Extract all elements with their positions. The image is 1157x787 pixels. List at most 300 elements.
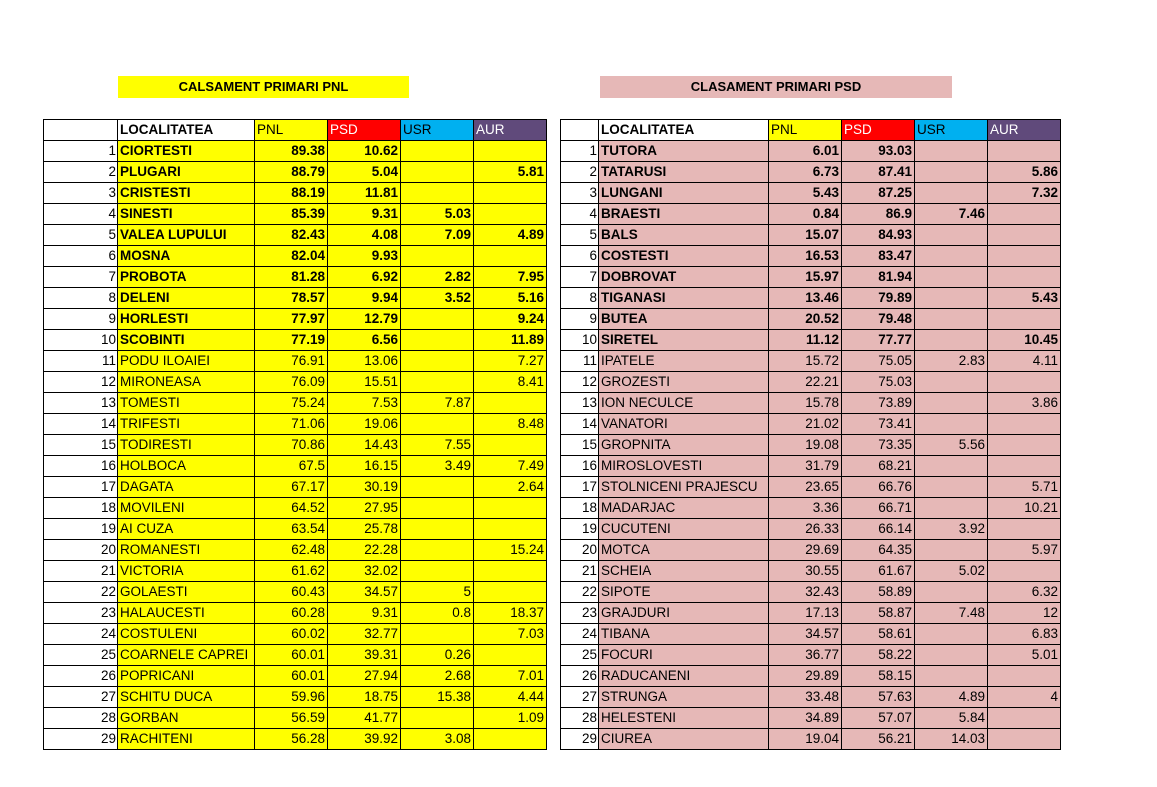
psd-cell: 14.43 bbox=[328, 435, 401, 456]
aur-cell bbox=[988, 435, 1061, 456]
psd-cell: 57.63 bbox=[842, 687, 915, 708]
pnl-cell: 85.39 bbox=[255, 204, 328, 225]
usr-cell bbox=[401, 561, 474, 582]
localitate-cell: ROMANESTI bbox=[118, 540, 255, 561]
aur-cell: 11.89 bbox=[474, 330, 547, 351]
localitate-cell: MOVILENI bbox=[118, 498, 255, 519]
pnl-cell: 22.21 bbox=[769, 372, 842, 393]
aur-cell bbox=[474, 519, 547, 540]
usr-cell bbox=[401, 162, 474, 183]
psd-cell: 61.67 bbox=[842, 561, 915, 582]
pnl-cell: 17.13 bbox=[769, 603, 842, 624]
table-row bbox=[561, 729, 1061, 750]
aur-cell: 7.27 bbox=[474, 351, 547, 372]
psd-cell: 22.28 bbox=[328, 540, 401, 561]
table-row bbox=[561, 708, 1061, 729]
table-row bbox=[561, 183, 1061, 204]
table-row bbox=[561, 435, 1061, 456]
localitate-cell: GROZESTI bbox=[599, 372, 769, 393]
localitate-cell: HALAUCESTI bbox=[118, 603, 255, 624]
aur-cell: 10.21 bbox=[988, 498, 1061, 519]
psd-cell: 19.06 bbox=[328, 414, 401, 435]
table-row bbox=[44, 372, 547, 393]
pnl-cell: 67.17 bbox=[255, 477, 328, 498]
psd-cell: 93.03 bbox=[842, 141, 915, 162]
rank-cell: 9 bbox=[561, 309, 599, 330]
rank-cell: 28 bbox=[561, 708, 599, 729]
usr-cell: 2.83 bbox=[915, 351, 988, 372]
psd-cell: 25.78 bbox=[328, 519, 401, 540]
rank-cell: 21 bbox=[561, 561, 599, 582]
psd-cell: 58.89 bbox=[842, 582, 915, 603]
aur-cell bbox=[474, 204, 547, 225]
usr-cell bbox=[915, 393, 988, 414]
usr-cell bbox=[401, 708, 474, 729]
aur-cell bbox=[474, 393, 547, 414]
localitate-cell: ION NECULCE bbox=[599, 393, 769, 414]
table-row bbox=[44, 498, 547, 519]
rank-cell: 14 bbox=[44, 414, 118, 435]
localitate-cell: HORLESTI bbox=[118, 309, 255, 330]
pnl-cell: 61.62 bbox=[255, 561, 328, 582]
localitate-cell: SCOBINTI bbox=[118, 330, 255, 351]
pnl-cell: 31.79 bbox=[769, 456, 842, 477]
header-aur: AUR bbox=[474, 120, 547, 141]
rank-cell: 20 bbox=[44, 540, 118, 561]
psd-cell: 13.06 bbox=[328, 351, 401, 372]
pnl-cell: 36.77 bbox=[769, 645, 842, 666]
pnl-cell: 15.72 bbox=[769, 351, 842, 372]
rank-cell: 19 bbox=[561, 519, 599, 540]
localitate-cell: GROPNITA bbox=[599, 435, 769, 456]
rank-cell: 24 bbox=[44, 624, 118, 645]
aur-cell: 3.86 bbox=[988, 393, 1061, 414]
psd-cell: 5.04 bbox=[328, 162, 401, 183]
rank-cell: 26 bbox=[44, 666, 118, 687]
localitate-cell: SIPOTE bbox=[599, 582, 769, 603]
aur-cell bbox=[988, 225, 1061, 246]
localitate-cell: GORBAN bbox=[118, 708, 255, 729]
usr-cell bbox=[401, 498, 474, 519]
header-rank bbox=[561, 120, 599, 141]
localitate-cell: CIUREA bbox=[599, 729, 769, 750]
pnl-cell: 82.43 bbox=[255, 225, 328, 246]
aur-cell: 7.01 bbox=[474, 666, 547, 687]
psd-cell: 30.19 bbox=[328, 477, 401, 498]
pnl-cell: 62.48 bbox=[255, 540, 328, 561]
psd-cell: 73.35 bbox=[842, 435, 915, 456]
localitate-cell: CIORTESTI bbox=[118, 141, 255, 162]
psd-cell: 83.47 bbox=[842, 246, 915, 267]
aur-cell: 5.81 bbox=[474, 162, 547, 183]
pnl-cell: 82.04 bbox=[255, 246, 328, 267]
psd-cell: 75.05 bbox=[842, 351, 915, 372]
usr-cell bbox=[401, 624, 474, 645]
localitate-cell: TATARUSI bbox=[599, 162, 769, 183]
aur-cell: 8.48 bbox=[474, 414, 547, 435]
usr-cell bbox=[401, 477, 474, 498]
usr-cell bbox=[915, 645, 988, 666]
rank-cell: 10 bbox=[561, 330, 599, 351]
rank-cell: 25 bbox=[561, 645, 599, 666]
header-pnl: PNL bbox=[255, 120, 328, 141]
psd-cell: 9.94 bbox=[328, 288, 401, 309]
pnl-cell: 88.79 bbox=[255, 162, 328, 183]
localitate-cell: LUNGANI bbox=[599, 183, 769, 204]
pnl-cell: 0.84 bbox=[769, 204, 842, 225]
table-row bbox=[44, 456, 547, 477]
table-row bbox=[561, 498, 1061, 519]
psd-table-body bbox=[561, 141, 1061, 750]
table-row bbox=[44, 351, 547, 372]
psd-cell: 27.95 bbox=[328, 498, 401, 519]
pnl-cell: 19.04 bbox=[769, 729, 842, 750]
usr-cell: 5.03 bbox=[401, 204, 474, 225]
table-row bbox=[44, 330, 547, 351]
usr-cell bbox=[401, 246, 474, 267]
rank-cell: 3 bbox=[44, 183, 118, 204]
pnl-cell: 34.89 bbox=[769, 708, 842, 729]
usr-cell: 5 bbox=[401, 582, 474, 603]
rank-cell: 21 bbox=[44, 561, 118, 582]
usr-cell bbox=[401, 330, 474, 351]
table-row bbox=[44, 603, 547, 624]
localitate-cell: CUCUTENI bbox=[599, 519, 769, 540]
rank-cell: 18 bbox=[44, 498, 118, 519]
aur-cell bbox=[988, 309, 1061, 330]
pnl-cell: 59.96 bbox=[255, 687, 328, 708]
usr-cell: 5.84 bbox=[915, 708, 988, 729]
rank-cell: 18 bbox=[561, 498, 599, 519]
rank-cell: 12 bbox=[561, 372, 599, 393]
usr-cell bbox=[915, 330, 988, 351]
localitate-cell: AI CUZA bbox=[118, 519, 255, 540]
pnl-cell: 89.38 bbox=[255, 141, 328, 162]
psd-cell: 66.71 bbox=[842, 498, 915, 519]
table-row bbox=[44, 288, 547, 309]
pnl-cell: 67.5 bbox=[255, 456, 328, 477]
usr-cell: 0.26 bbox=[401, 645, 474, 666]
psd-cell: 84.93 bbox=[842, 225, 915, 246]
usr-cell: 7.87 bbox=[401, 393, 474, 414]
psd-cell: 6.56 bbox=[328, 330, 401, 351]
rank-cell: 29 bbox=[44, 729, 118, 750]
aur-cell bbox=[474, 582, 547, 603]
rank-cell: 22 bbox=[561, 582, 599, 603]
rank-cell: 24 bbox=[561, 624, 599, 645]
psd-cell: 9.31 bbox=[328, 603, 401, 624]
usr-cell: 3.92 bbox=[915, 519, 988, 540]
table-row bbox=[561, 540, 1061, 561]
rank-cell: 20 bbox=[561, 540, 599, 561]
table-row bbox=[561, 330, 1061, 351]
pnl-cell: 6.73 bbox=[769, 162, 842, 183]
psd-cell: 18.75 bbox=[328, 687, 401, 708]
rank-cell: 27 bbox=[44, 687, 118, 708]
usr-cell bbox=[401, 309, 474, 330]
rank-cell: 17 bbox=[44, 477, 118, 498]
rank-cell: 27 bbox=[561, 687, 599, 708]
localitate-cell: DAGATA bbox=[118, 477, 255, 498]
psd-cell: 58.61 bbox=[842, 624, 915, 645]
localitate-cell: POPRICANI bbox=[118, 666, 255, 687]
table-row bbox=[561, 687, 1061, 708]
localitate-cell: SINESTI bbox=[118, 204, 255, 225]
pnl-cell: 64.52 bbox=[255, 498, 328, 519]
table-header-row bbox=[561, 120, 1061, 141]
localitate-cell: STRUNGA bbox=[599, 687, 769, 708]
aur-cell bbox=[474, 498, 547, 519]
aur-cell: 4.44 bbox=[474, 687, 547, 708]
pnl-cell: 15.07 bbox=[769, 225, 842, 246]
pnl-cell: 20.52 bbox=[769, 309, 842, 330]
usr-cell bbox=[915, 372, 988, 393]
usr-cell bbox=[401, 372, 474, 393]
usr-cell bbox=[401, 183, 474, 204]
table-row bbox=[44, 393, 547, 414]
table-row bbox=[561, 414, 1061, 435]
pnl-cell: 29.69 bbox=[769, 540, 842, 561]
usr-cell: 5.56 bbox=[915, 435, 988, 456]
usr-cell bbox=[915, 309, 988, 330]
table-row bbox=[44, 477, 547, 498]
table-row bbox=[561, 393, 1061, 414]
aur-cell: 2.64 bbox=[474, 477, 547, 498]
usr-cell bbox=[401, 519, 474, 540]
psd-cell: 9.31 bbox=[328, 204, 401, 225]
pnl-cell: 70.86 bbox=[255, 435, 328, 456]
aur-cell: 7.95 bbox=[474, 267, 547, 288]
psd-cell: 16.15 bbox=[328, 456, 401, 477]
psd-ranking-title: CLASAMENT PRIMARI PSD bbox=[600, 76, 952, 98]
rank-cell: 8 bbox=[561, 288, 599, 309]
aur-cell: 4.11 bbox=[988, 351, 1061, 372]
rank-cell: 1 bbox=[561, 141, 599, 162]
rank-cell: 15 bbox=[44, 435, 118, 456]
usr-cell bbox=[915, 225, 988, 246]
aur-cell: 5.71 bbox=[988, 477, 1061, 498]
table-row bbox=[561, 162, 1061, 183]
pnl-cell: 81.28 bbox=[255, 267, 328, 288]
header-psd: PSD bbox=[328, 120, 401, 141]
pnl-cell: 77.19 bbox=[255, 330, 328, 351]
aur-cell bbox=[988, 414, 1061, 435]
pnl-cell: 23.65 bbox=[769, 477, 842, 498]
usr-cell: 15.38 bbox=[401, 687, 474, 708]
pnl-cell: 63.54 bbox=[255, 519, 328, 540]
table-row bbox=[561, 666, 1061, 687]
localitate-cell: HELESTENI bbox=[599, 708, 769, 729]
header-psd: PSD bbox=[842, 120, 915, 141]
psd-cell: 11.81 bbox=[328, 183, 401, 204]
pnl-cell: 26.33 bbox=[769, 519, 842, 540]
localitate-cell: TIGANASI bbox=[599, 288, 769, 309]
table-row bbox=[561, 561, 1061, 582]
psd-cell: 27.94 bbox=[328, 666, 401, 687]
pnl-cell: 21.02 bbox=[769, 414, 842, 435]
psd-cell: 56.21 bbox=[842, 729, 915, 750]
table-row bbox=[44, 729, 547, 750]
pnl-cell: 71.06 bbox=[255, 414, 328, 435]
pnl-cell: 6.01 bbox=[769, 141, 842, 162]
localitate-cell: COSTESTI bbox=[599, 246, 769, 267]
localitate-cell: MADARJAC bbox=[599, 498, 769, 519]
table-row bbox=[561, 204, 1061, 225]
table-row bbox=[561, 141, 1061, 162]
rank-cell: 9 bbox=[44, 309, 118, 330]
psd-cell: 77.77 bbox=[842, 330, 915, 351]
rank-cell: 25 bbox=[44, 645, 118, 666]
localitate-cell: GOLAESTI bbox=[118, 582, 255, 603]
psd-cell: 58.15 bbox=[842, 666, 915, 687]
usr-cell bbox=[915, 141, 988, 162]
psd-cell: 66.76 bbox=[842, 477, 915, 498]
localitate-cell: BUTEA bbox=[599, 309, 769, 330]
aur-cell bbox=[474, 561, 547, 582]
usr-cell bbox=[915, 498, 988, 519]
pnl-cell: 13.46 bbox=[769, 288, 842, 309]
rank-cell: 7 bbox=[561, 267, 599, 288]
localitate-cell: MIROSLOVESTI bbox=[599, 456, 769, 477]
table-row bbox=[44, 183, 547, 204]
table-row bbox=[44, 225, 547, 246]
usr-cell bbox=[915, 183, 988, 204]
psd-cell: 87.41 bbox=[842, 162, 915, 183]
usr-cell: 3.08 bbox=[401, 729, 474, 750]
header-usr: USR bbox=[915, 120, 988, 141]
rank-cell: 6 bbox=[44, 246, 118, 267]
usr-cell: 3.49 bbox=[401, 456, 474, 477]
localitate-cell: FOCURI bbox=[599, 645, 769, 666]
localitate-cell: TRIFESTI bbox=[118, 414, 255, 435]
localitate-cell: VALEA LUPULUI bbox=[118, 225, 255, 246]
psd-cell: 7.53 bbox=[328, 393, 401, 414]
table-row bbox=[44, 582, 547, 603]
psd-cell: 58.22 bbox=[842, 645, 915, 666]
localitate-cell: CRISTESTI bbox=[118, 183, 255, 204]
psd-cell: 32.02 bbox=[328, 561, 401, 582]
rank-cell: 13 bbox=[561, 393, 599, 414]
psd-cell: 68.21 bbox=[842, 456, 915, 477]
localitate-cell: SCHITU DUCA bbox=[118, 687, 255, 708]
localitate-cell: COSTULENI bbox=[118, 624, 255, 645]
table-row bbox=[44, 540, 547, 561]
aur-cell bbox=[988, 372, 1061, 393]
aur-cell: 9.24 bbox=[474, 309, 547, 330]
aur-cell: 10.45 bbox=[988, 330, 1061, 351]
psd-cell: 39.92 bbox=[328, 729, 401, 750]
rank-cell: 23 bbox=[44, 603, 118, 624]
aur-cell: 7.49 bbox=[474, 456, 547, 477]
aur-cell: 15.24 bbox=[474, 540, 547, 561]
rank-cell: 23 bbox=[561, 603, 599, 624]
header-localitatea: LOCALITATEA bbox=[599, 120, 769, 141]
usr-cell bbox=[915, 624, 988, 645]
pnl-table-body bbox=[44, 141, 547, 750]
psd-cell: 81.94 bbox=[842, 267, 915, 288]
table-row bbox=[561, 645, 1061, 666]
pnl-cell: 56.28 bbox=[255, 729, 328, 750]
pnl-cell: 76.91 bbox=[255, 351, 328, 372]
aur-cell: 4.89 bbox=[474, 225, 547, 246]
localitate-cell: STOLNICENI PRAJESCU bbox=[599, 477, 769, 498]
usr-cell: 0.8 bbox=[401, 603, 474, 624]
rank-cell: 1 bbox=[44, 141, 118, 162]
psd-cell: 75.03 bbox=[842, 372, 915, 393]
usr-cell bbox=[915, 246, 988, 267]
aur-cell bbox=[988, 456, 1061, 477]
table-row bbox=[44, 645, 547, 666]
rank-cell: 2 bbox=[561, 162, 599, 183]
usr-cell bbox=[915, 288, 988, 309]
psd-cell: 32.77 bbox=[328, 624, 401, 645]
rank-cell: 13 bbox=[44, 393, 118, 414]
localitate-cell: RADUCANENI bbox=[599, 666, 769, 687]
psd-cell: 39.31 bbox=[328, 645, 401, 666]
table-row bbox=[561, 246, 1061, 267]
table-row bbox=[44, 414, 547, 435]
aur-cell: 8.41 bbox=[474, 372, 547, 393]
psd-cell: 79.48 bbox=[842, 309, 915, 330]
usr-cell bbox=[915, 477, 988, 498]
psd-cell: 4.08 bbox=[328, 225, 401, 246]
usr-cell bbox=[915, 666, 988, 687]
localitate-cell: MIRONEASA bbox=[118, 372, 255, 393]
aur-cell bbox=[988, 708, 1061, 729]
psd-cell: 79.89 bbox=[842, 288, 915, 309]
pnl-cell: 5.43 bbox=[769, 183, 842, 204]
table-row bbox=[561, 477, 1061, 498]
localitate-cell: TOMESTI bbox=[118, 393, 255, 414]
rank-cell: 29 bbox=[561, 729, 599, 750]
pnl-cell: 56.59 bbox=[255, 708, 328, 729]
aur-cell bbox=[474, 141, 547, 162]
pnl-cell: 60.43 bbox=[255, 582, 328, 603]
table-row bbox=[44, 435, 547, 456]
table-row bbox=[561, 267, 1061, 288]
aur-cell: 18.37 bbox=[474, 603, 547, 624]
table-row bbox=[44, 162, 547, 183]
table-row bbox=[44, 141, 547, 162]
table-row bbox=[44, 687, 547, 708]
aur-cell bbox=[988, 141, 1061, 162]
psd-cell: 6.92 bbox=[328, 267, 401, 288]
table-row bbox=[561, 582, 1061, 603]
aur-cell: 5.97 bbox=[988, 540, 1061, 561]
pnl-cell: 33.48 bbox=[769, 687, 842, 708]
aur-cell: 5.43 bbox=[988, 288, 1061, 309]
psd-cell: 64.35 bbox=[842, 540, 915, 561]
localitate-cell: PLUGARI bbox=[118, 162, 255, 183]
aur-cell bbox=[988, 561, 1061, 582]
localitate-cell: VANATORI bbox=[599, 414, 769, 435]
pnl-ranking-title: CALSAMENT PRIMARI PNL bbox=[118, 76, 409, 98]
psd-cell: 15.51 bbox=[328, 372, 401, 393]
rank-cell: 16 bbox=[44, 456, 118, 477]
usr-cell: 2.68 bbox=[401, 666, 474, 687]
localitate-cell: HOLBOCA bbox=[118, 456, 255, 477]
table-row bbox=[561, 309, 1061, 330]
psd-cell: 73.41 bbox=[842, 414, 915, 435]
rank-cell: 12 bbox=[44, 372, 118, 393]
pnl-cell: 16.53 bbox=[769, 246, 842, 267]
aur-cell bbox=[988, 267, 1061, 288]
aur-cell bbox=[988, 204, 1061, 225]
psd-cell: 9.93 bbox=[328, 246, 401, 267]
table-row bbox=[44, 267, 547, 288]
aur-cell: 5.16 bbox=[474, 288, 547, 309]
aur-cell: 5.86 bbox=[988, 162, 1061, 183]
